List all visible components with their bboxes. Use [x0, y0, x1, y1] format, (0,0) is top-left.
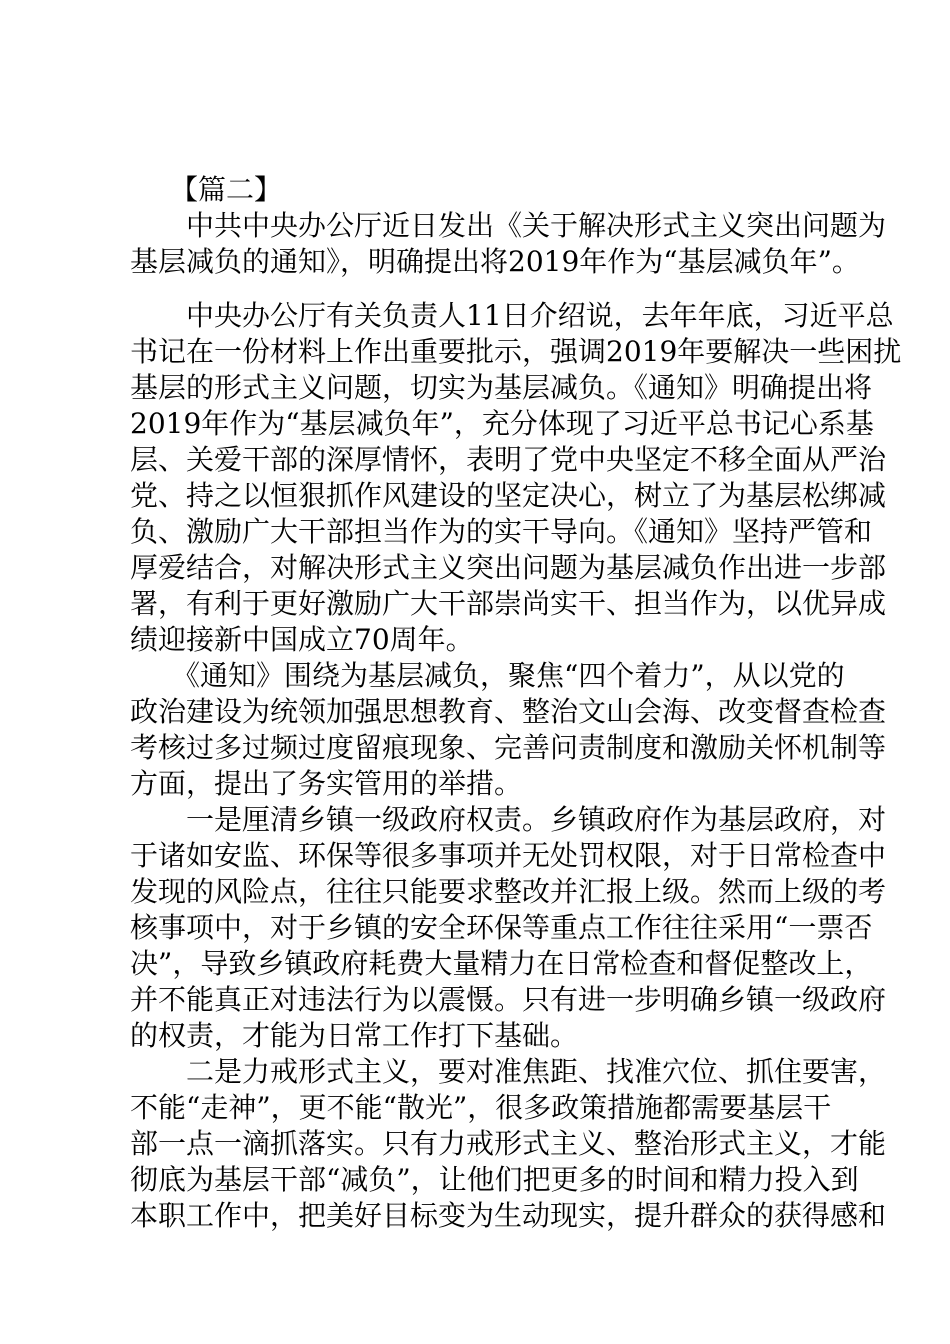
body-line: 方面，提出了务实管用的举措。 [130, 767, 523, 800]
body-line: 署，有利于更好激励广大干部崇尚实干、担当作为，以优异成 [130, 587, 887, 620]
section-heading: 【篇二】 [170, 173, 283, 206]
body-line: 绩迎接新中国成立70周年。 [130, 623, 474, 656]
body-line: 考核过多过频过度留痕现象、完善问责制度和激励关怀机制等 [130, 731, 887, 764]
body-line: 发现的风险点，往往只能要求整改并汇报上级。然而上级的考 [130, 875, 887, 908]
body-line: 层、关爱干部的深厚情怀，表明了党中央坚定不移全面从严治 [130, 443, 887, 476]
body-line: 负、激励广大干部担当作为的实干导向。《通知》坚持严管和 [130, 515, 873, 548]
body-line: 基层的形式主义问题，切实为基层减负。《通知》明确提出将 [130, 371, 873, 404]
body-line: 厚爱结合，对解决形式主义突出问题为基层减负作出进一步部 [130, 551, 887, 584]
body-line: 中央办公厅有关负责人11日介绍说，去年年底，习近平总 [130, 299, 894, 332]
body-line: 核事项中，对于乡镇的安全环保等重点工作往往采用“一票否 [130, 911, 873, 944]
body-line: 不能“走神”，更不能“散光”，很多政策措施都需要基层干 [130, 1091, 832, 1124]
body-line: 于诸如安监、环保等很多事项并无处罚权限，对于日常检查中 [130, 839, 887, 872]
body-line: 的权责，才能为日常工作打下基础。 [130, 1019, 579, 1052]
body-line: 政治建设为统领加强思想教育、整治文山会海、改变督查检查 [130, 695, 887, 728]
body-line: 并不能真正对违法行为以震慑。只有进一步明确乡镇一级政府 [130, 983, 887, 1016]
body-line: 彻底为基层干部“减负”，让他们把更多的时间和精力投入到 [130, 1163, 859, 1196]
body-line: 党、持之以恒狠抓作风建设的坚定决心，树立了为基层松绑减 [130, 479, 887, 512]
body-line: 2019年作为“基层减负年”，充分体现了习近平总书记心系基 [130, 407, 874, 440]
body-line: 基层减负的通知》，明确提出将2019年作为“基层减负年”。 [130, 245, 860, 278]
body-line: 《通知》围绕为基层减负，聚焦“四个着力”，从以党的 [130, 659, 845, 692]
body-line: 一是厘清乡镇一级政府权责。乡镇政府作为基层政府，对 [130, 803, 887, 836]
body-line: 部一点一滴抓落实。只有力戒形式主义、整治形式主义，才能 [130, 1127, 887, 1160]
body-line: 本职工作中，把美好目标变为生动现实，提升群众的获得感和 [130, 1199, 887, 1232]
body-line: 决”，导致乡镇政府耗费大量精力在日常检查和督促整改上， [130, 947, 873, 980]
body-line: 中共中央办公厅近日发出《关于解决形式主义突出问题为 [130, 209, 887, 242]
body-line: 书记在一份材料上作出重要批示，强调2019年要解决一些困扰 [130, 335, 902, 368]
body-line: 二是力戒形式主义，要对准焦距、找准穴位、抓住要害， [130, 1055, 887, 1088]
